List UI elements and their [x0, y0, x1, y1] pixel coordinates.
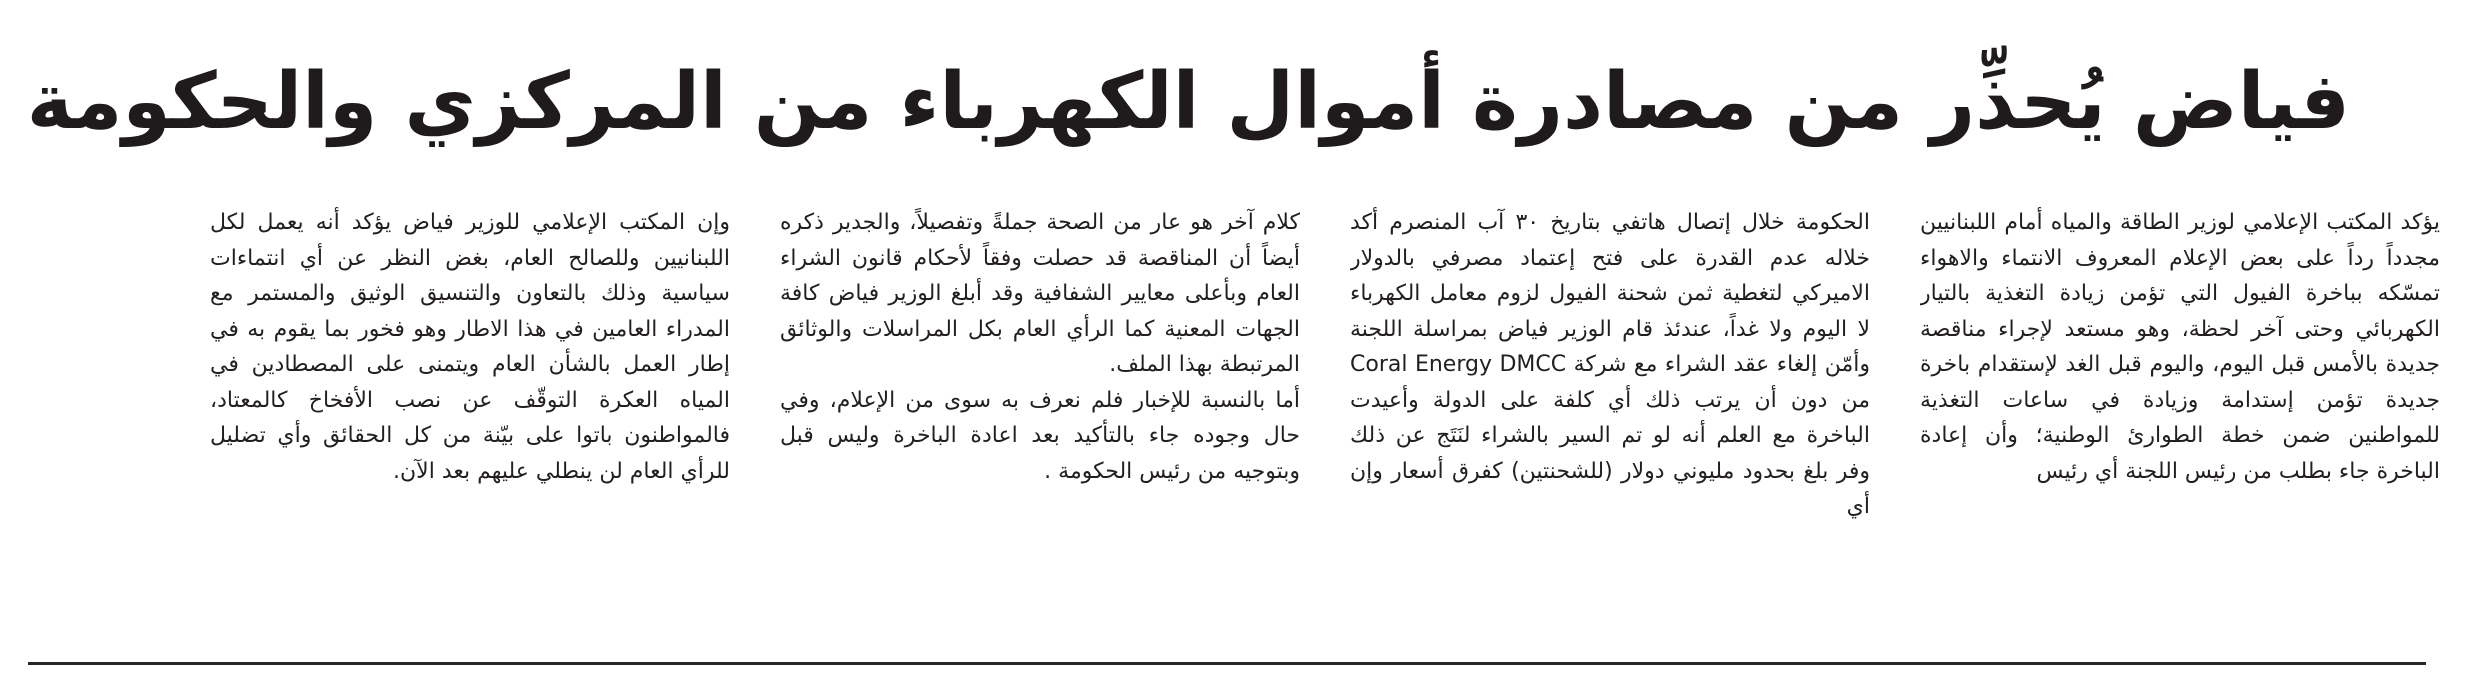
- article-headline: فياض يُحذِّر من مصادرة أموال الكهرباء من المركزي والحكومة: [26, 57, 2350, 147]
- article-column-4: [210, 205, 730, 635]
- column-3-paragraph-2: أما بالنسبة للإخبار فلم نعرف به سوى من الإعلام، وفي حال وجوده جاء بالتأكيد بعد اعادة الباخرة وليس قبل وبتوجيه من رئيس الحكومة .: [780, 387, 1300, 484]
- article-columns: [210, 205, 2440, 635]
- bottom-divider-rule: [28, 662, 2426, 665]
- column-3-paragraph-1: كلام آخر هو عار من الصحة جملةً وتفصيلاً، والجدير ذكره أيضاً أن المناقصة قد حصلت وفقاً لأحكام قانون الشراء العام وبأعلى معايير الشفافية وقد أبلغ الوزير فياض كافة الجهات المعنية كما الرأي العام بكل المراسلات والوثائق المرتبطة بهذا الملف.: [780, 210, 1300, 377]
- column-4-paragraph-1: وإن المكتب الإعلامي للوزير فياض يؤكد أنه يعمل لكل اللبنانيين وللصالح العام، بغض النظر عن أي انتماءات سياسية وذلك بالتعاون والتنسيق الوثيق والمستمر مع المدراء العامين في هذا الاطار وهو فخور بما يقوم به في إطار العمل بالشأن العام ويتمنى على المصطادين في المياه العكرة التوقّف عن نصب الأفخاخ كالمعتاد، فالمواطنون باتوا على بيّنة من كل الحقائق وأي تضليل للرأي العام لن ينطلي عليهم بعد الآن.: [210, 210, 730, 484]
- article-column-3: [780, 205, 1300, 635]
- article-column-1: [1920, 205, 2440, 635]
- article-column-2: [1350, 205, 1870, 635]
- column-2-paragraph-1: الحكومة خلال إتصال هاتفي بتاريخ ٣٠ آب المنصرم أكد خلاله عدم القدرة على فتح إعتماد مصرفي بالدولار الاميركي لتغطية ثمن شحنة الفيول لزوم معامل الكهرباء لا اليوم ولا غداً، عندئذ قام الوزير فياض بمراسلة اللجنة وأمّن إلغاء عقد الشراء مع شركة Coral Energy DMCC من دون أن يرتب ذلك أي كلفة على الدولة وأعيدت الباخرة مع العلم أنه لو تم السير بالشراء لنَتَج عن ذلك وفر بلغ بحدود مليوني دولار (للشحنتين) كفرق أسعار وإن أي: [1350, 210, 1870, 519]
- column-1-paragraph-1: يؤكد المكتب الإعلامي لوزير الطاقة والمياه أمام اللبنانيين مجدداً رداً على بعض الإعلام المعروف الانتماء والاهواء تمسّكه بباخرة الفيول التي تؤمن زيادة التغذية بالتيار الكهربائي وحتى آخر لحظة، وهو مستعد لإجراء مناقصة جديدة بالأمس قبل اليوم، واليوم قبل الغد لإستقدام باخرة جديدة تؤمن إستدامة وزيادة في ساعات التغذية للمواطنين ضمن خطة الطوارئ الوطنية؛ وأن إعادة الباخرة جاء بطلب من رئيس اللجنة أي رئيس: [1920, 210, 2440, 484]
